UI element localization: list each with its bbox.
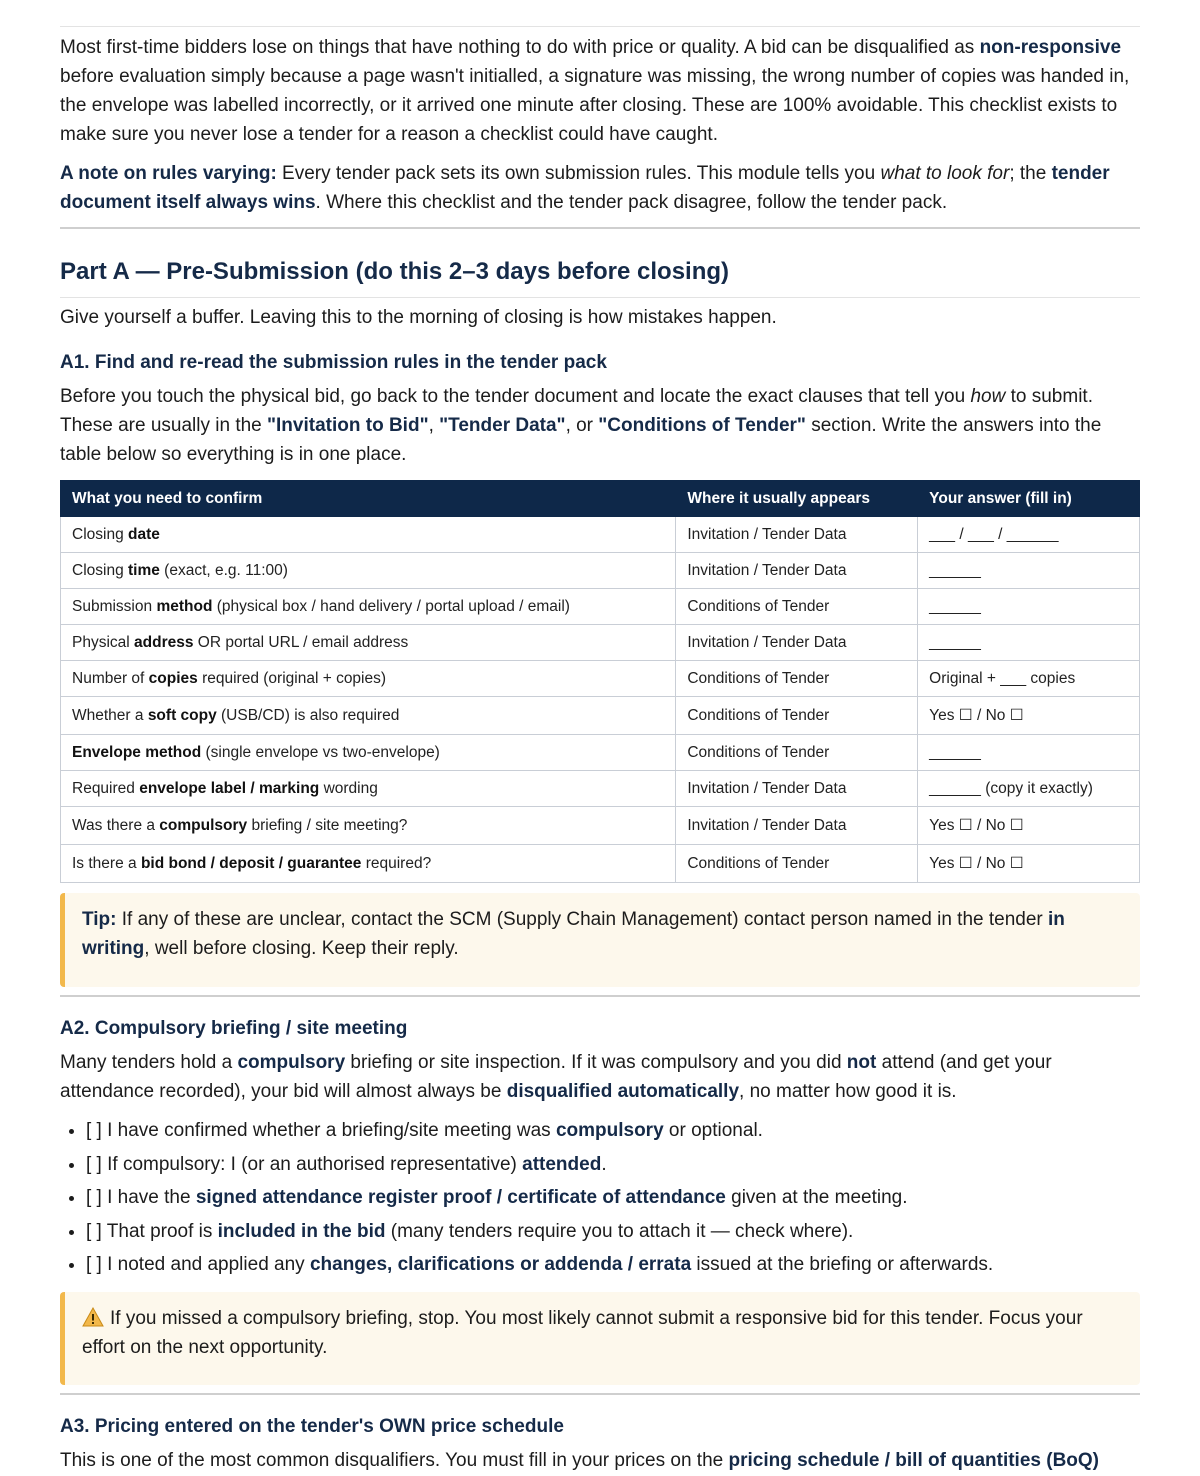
bold-text: "Tender Data" xyxy=(439,415,566,436)
cell-answer[interactable]: ______ xyxy=(918,625,1140,661)
col-header-where: Where it usually appears xyxy=(676,481,918,517)
cell-confirm xyxy=(61,625,676,661)
text-run: (exact, e.g. 11:00) xyxy=(159,561,288,579)
text-run: Closing xyxy=(72,525,128,543)
cell-where: Invitation / Tender Data xyxy=(676,517,918,553)
text-run: given at the meeting. xyxy=(725,1187,908,1208)
cell-where: Invitation / Tender Data xyxy=(676,625,918,661)
text-run: [ ] I have confirmed whether a briefing/site meeting was xyxy=(86,1120,556,1141)
bold-text: in writing xyxy=(82,909,1065,959)
text-run: Closing xyxy=(72,561,128,579)
text-run: Submission xyxy=(72,597,157,615)
table-row xyxy=(61,517,1140,553)
tip-text xyxy=(82,909,1065,959)
bold-text: bid bond / deposit / guarantee xyxy=(140,854,362,872)
a1-body xyxy=(60,382,1140,469)
cell-confirm xyxy=(61,553,676,589)
cell-where: Conditions of Tender xyxy=(676,845,918,883)
text-run: attend (and get your attendance recorded), your bid will almost always be xyxy=(60,1052,1052,1102)
table-row xyxy=(61,553,1140,589)
bold-text: compulsory xyxy=(555,1120,664,1141)
bold-text: time xyxy=(128,561,160,579)
a1-heading: A1. Find and re-read the submission rules in the tender pack xyxy=(60,352,607,373)
part-a-intro: Give yourself a buffer. Leaving this to the morning of closing is how mistakes happen. xyxy=(60,307,777,328)
warning-icon xyxy=(82,1307,104,1327)
cell-confirm xyxy=(61,735,676,771)
cell-where: Invitation / Tender Data xyxy=(676,807,918,845)
rules-varying-note xyxy=(60,159,1140,217)
section-heading-why xyxy=(60,0,1140,27)
cell-where: Conditions of Tender xyxy=(676,589,918,625)
text-run: OR portal URL / email address xyxy=(193,633,409,651)
table-row xyxy=(61,735,1140,771)
bold-text: method xyxy=(156,597,213,615)
table-header-row xyxy=(61,481,1140,517)
divider xyxy=(60,1393,1140,1395)
text-run: (USB/CD) is also required xyxy=(216,706,400,724)
table-row xyxy=(61,771,1140,807)
text-run: [ ] If compulsory: I (or an authorised representative) xyxy=(86,1153,523,1175)
text-run: (physical box / hand delivery / portal upload / email) xyxy=(212,597,570,615)
text-run: This is one of the most common disqualifiers. You must fill in your prices on the xyxy=(60,1450,729,1471)
col-header-confirm: What you need to confirm xyxy=(61,481,676,517)
checklist-item xyxy=(86,1215,993,1249)
col-header-answer: Your answer (fill in) xyxy=(918,481,1140,517)
briefing-checklist xyxy=(60,1114,993,1282)
table-row xyxy=(61,661,1140,697)
cell-confirm xyxy=(61,589,676,625)
text-run: Before you touch the physical bid, go back to the tender document and locate the exact clauses that tell you xyxy=(60,386,971,407)
text-run: , no matter how good it is. xyxy=(739,1081,957,1102)
text-run: Number of xyxy=(72,669,149,687)
bold-text: not xyxy=(846,1052,877,1073)
table-row xyxy=(61,697,1140,735)
text-run: before evaluation simply because a page wasn't initialled, a signature was missing, the wrong number of copies was handed in, the envelope was labelled incorrectly, or it arrived one minute after closing. These are 100% avoidable. This checklist exists to make sure you never lose a tender for a reason a checklist could have caught. xyxy=(60,66,1130,145)
text-run: or optional. xyxy=(663,1120,763,1141)
cell-answer[interactable]: ______ xyxy=(918,735,1140,771)
checklist-item xyxy=(86,1181,993,1215)
cell-answer[interactable]: Yes ☐ / No ☐ xyxy=(918,697,1140,735)
table-row xyxy=(61,807,1140,845)
table-row xyxy=(61,845,1140,883)
part-a-heading: Part A — Pre-Submission (do this 2–3 days before closing) xyxy=(60,257,1140,298)
bold-text: compulsory xyxy=(237,1052,346,1073)
warning-text: If you missed a compulsory briefing, stop. You most likely cannot submit a responsive bid for this tender. Focus your effort on the next opportunity. xyxy=(82,1308,1083,1358)
text-run: issued at the briefing or afterwards. xyxy=(691,1254,994,1275)
text-run: [ ] I have the xyxy=(86,1187,196,1208)
bold-text: pricing schedule / bill of quantities (BoQ) xyxy=(728,1450,1100,1471)
divider xyxy=(60,227,1140,229)
text-run: briefing or site inspection. If it was compulsory and you did xyxy=(345,1052,847,1073)
submission-rules-table xyxy=(60,480,1140,883)
italic-text: what to look for xyxy=(880,163,1010,184)
checklist-item xyxy=(86,1148,993,1182)
bold-text: date xyxy=(128,525,160,543)
checklist-item xyxy=(86,1114,993,1148)
bold-text: envelope label / marking xyxy=(139,779,320,797)
text-run: [ ] I noted and applied any xyxy=(86,1254,310,1275)
cell-where: Invitation / Tender Data xyxy=(676,553,918,589)
cell-answer[interactable]: Yes ☐ / No ☐ xyxy=(918,845,1140,883)
cell-answer[interactable]: ______ xyxy=(918,553,1140,589)
bold-text: Envelope method xyxy=(72,743,202,761)
cell-confirm xyxy=(61,771,676,807)
bold-text: copies xyxy=(148,669,198,687)
bold-text: "Invitation to Bid" xyxy=(267,415,429,436)
text-run: briefing / site meeting? xyxy=(247,816,408,834)
bold-text: attended xyxy=(522,1153,602,1175)
text-run: , xyxy=(428,415,440,436)
bold-text: A note on rules varying: xyxy=(60,163,277,184)
checklist-item xyxy=(86,1248,993,1282)
tip-callout xyxy=(60,893,1140,987)
text-run: Many tenders hold a xyxy=(60,1052,238,1073)
text-run: If any of these are unclear, contact the SCM (Supply Chain Management) contact person named in the tender xyxy=(116,909,1049,930)
cell-confirm xyxy=(61,517,676,553)
bold-text: changes, clarifications or addenda / errata xyxy=(309,1254,692,1275)
text-run: (single envelope vs two-envelope) xyxy=(201,743,440,761)
cell-confirm xyxy=(61,845,676,883)
text-run: Physical xyxy=(72,633,135,651)
cell-where: Conditions of Tender xyxy=(676,661,918,697)
cell-answer[interactable]: ______ xyxy=(918,589,1140,625)
bold-text: signed attendance register proof / certificate of attendance xyxy=(195,1187,726,1208)
cell-confirm xyxy=(61,807,676,845)
table-row xyxy=(61,589,1140,625)
text-run: wording xyxy=(319,779,378,797)
text-run: . Where this checklist and the tender pack disagree, follow the tender pack. xyxy=(315,192,948,213)
text-run: section. Write the answers into the table below so everything is in one place. xyxy=(60,415,1102,465)
bold-text: "Conditions of Tender" xyxy=(598,415,806,436)
cell-confirm xyxy=(61,661,676,697)
text-run: Whether a xyxy=(72,706,148,724)
text-run: Most first-time bidders lose on things that have nothing to do with price or quality. A bid can be disqualified as xyxy=(60,37,980,58)
text-run: , well before closing. Keep their reply. xyxy=(144,938,459,959)
bold-text: non-responsive xyxy=(979,37,1122,58)
bold-text: included in the bid xyxy=(217,1220,386,1242)
bold-text: soft copy xyxy=(147,706,217,724)
bold-text: tender document itself always wins xyxy=(60,163,1110,213)
text-run: , or xyxy=(565,415,599,436)
text-run: Required xyxy=(72,779,140,797)
text-run: (many tenders require you to attach it — check where). xyxy=(385,1220,854,1242)
text-run: Every tender pack sets its own submission rules. This module tells you xyxy=(276,163,881,184)
cell-where: Invitation / Tender Data xyxy=(676,771,918,807)
text-run: required? xyxy=(361,854,432,872)
text-run: . xyxy=(601,1153,607,1175)
cell-answer[interactable]: ______ (copy it exactly) xyxy=(918,771,1140,807)
text-run: required (original + copies) xyxy=(197,669,387,687)
bold-text: compulsory xyxy=(159,816,248,834)
bold-text: Tip: xyxy=(82,909,117,930)
why-paragraph xyxy=(60,33,1140,149)
cell-confirm xyxy=(61,697,676,735)
text-run: Is there a xyxy=(72,854,141,872)
warning-callout xyxy=(60,1292,1140,1385)
text-run: to submit. These are usually in the xyxy=(60,386,1093,436)
a2-heading: A2. Compulsory briefing / site meeting xyxy=(60,1018,408,1039)
cell-answer[interactable]: ___ / ___ / ______ xyxy=(918,517,1140,553)
italic-text: how xyxy=(970,386,1006,407)
a3-heading: A3. Pricing entered on the tender's OWN price schedule xyxy=(60,1416,564,1437)
divider xyxy=(60,995,1140,997)
cell-where: Conditions of Tender xyxy=(676,735,918,771)
cell-where: Conditions of Tender xyxy=(676,697,918,735)
cell-answer[interactable]: Original + ___ copies xyxy=(918,661,1140,697)
a2-body xyxy=(60,1048,1140,1106)
text-run: ; the xyxy=(1009,163,1052,184)
text-run: Was there a xyxy=(72,816,160,834)
cell-answer[interactable]: Yes ☐ / No ☐ xyxy=(918,807,1140,845)
a3-body xyxy=(60,1446,1140,1475)
table-row xyxy=(61,625,1140,661)
bold-text: disqualified automatically xyxy=(506,1081,740,1102)
text-run: [ ] That proof is xyxy=(86,1220,218,1242)
bold-text: address xyxy=(134,633,194,651)
